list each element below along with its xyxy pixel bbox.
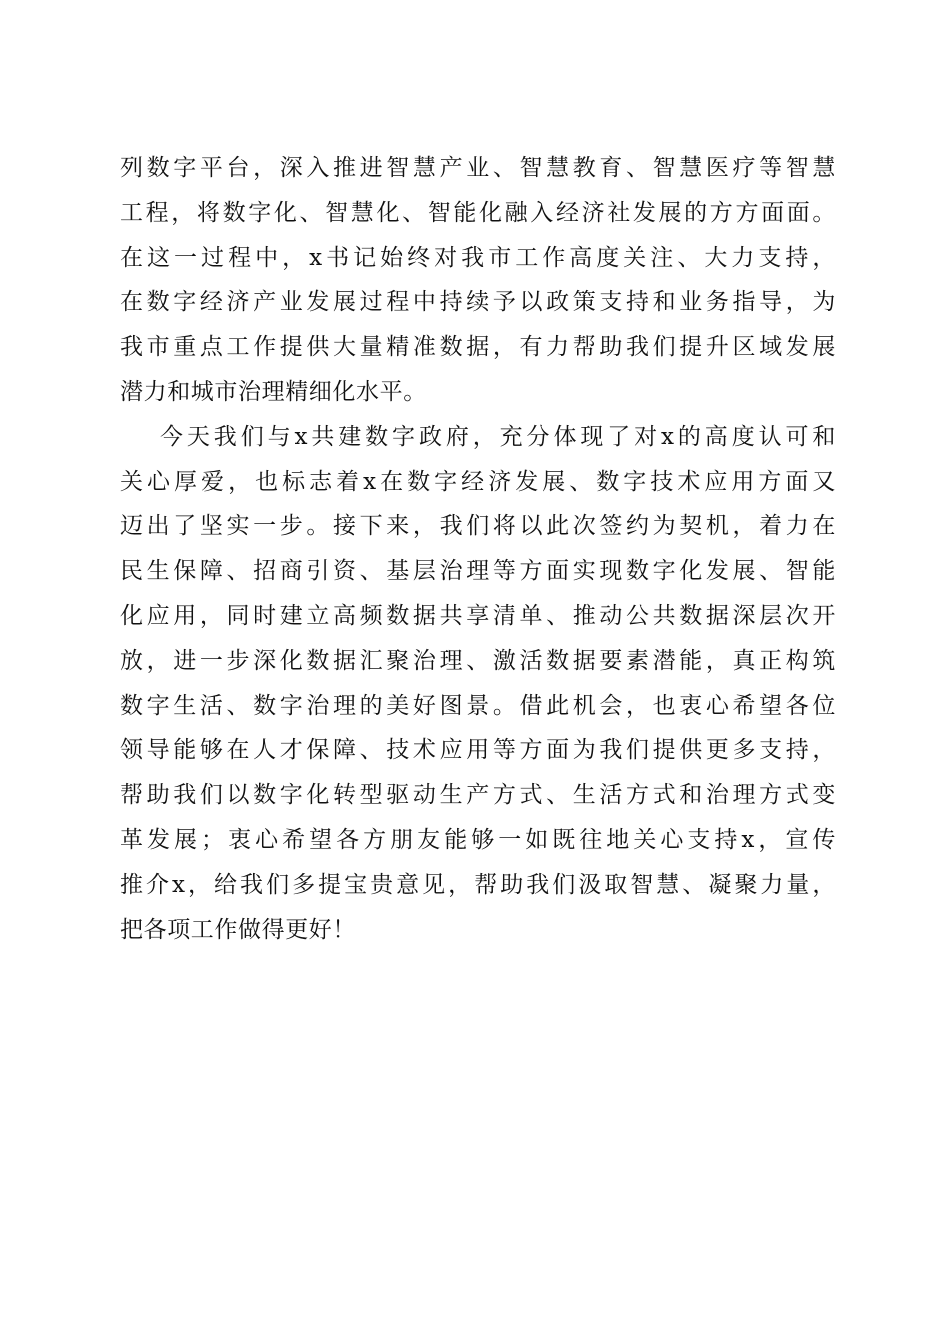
paragraph-2-line-5: 化应用，同时建立高频数据共享清单、推动公共数据深层次开 bbox=[120, 602, 836, 629]
paragraph-2-line-4: 民生保障、招商引资、基层治理等方面实现数字化发展、智能 bbox=[120, 558, 836, 585]
paragraph-1-line-6: 潜力和城市治理精细化水平。 bbox=[120, 378, 427, 405]
paragraph-1-line-2: 工程，将数字化、智慧化、智能化融入经济社发展的方方面面。 bbox=[120, 199, 836, 226]
paragraph-2-line-6: 放，进一步深化数据汇聚治理、激活数据要素潜能，真正构筑 bbox=[120, 647, 836, 674]
paragraph-1-line-1: 列数字平台，深入推进智慧产业、智慧教育、智慧医疗等智慧 bbox=[120, 155, 836, 181]
paragraph-1-line-3: 在这一过程中，x书记始终对我市工作高度关注、大力支持， bbox=[120, 244, 836, 271]
paragraph-2-line-3: 迈出了坚实一步。接下来，我们将以此次签约为契机，着力在 bbox=[120, 513, 836, 540]
paragraph-2-line-1: 今天我们与x共建数字政府，充分体现了对x的高度认可和 bbox=[160, 423, 836, 450]
paragraph-2-line-11: 推介x，给我们多提宝贵意见，帮助我们汲取智慧、凝聚力量， bbox=[120, 871, 836, 898]
paragraph-2-line-8: 领导能够在人才保障、技术应用等方面为我们提供更多支持， bbox=[120, 737, 836, 764]
paragraph-2-line-9: 帮助我们以数字化转型驱动生产方式、生活方式和治理方式变 bbox=[120, 782, 836, 809]
paragraph-2-line-2: 关心厚爱，也标志着x在数字经济发展、数字技术应用方面又 bbox=[120, 468, 836, 495]
paragraph-1-line-5: 我市重点工作提供大量精准数据，有力帮助我们提升区域发展 bbox=[120, 334, 836, 361]
document-body bbox=[120, 146, 836, 952]
paragraph-1-line-4: 在数字经济产业发展过程中持续予以政策支持和业务指导，为 bbox=[120, 289, 836, 316]
paragraph-2-line-10: 革发展；衷心希望各方朋友能够一如既往地关心支持x，宣传 bbox=[120, 826, 836, 853]
paragraph-2-line-12: 把各项工作做得更好！ bbox=[120, 916, 356, 943]
paragraph-2-line-7: 数字生活、数字治理的美好图景。借此机会，也衷心希望各位 bbox=[120, 692, 836, 719]
